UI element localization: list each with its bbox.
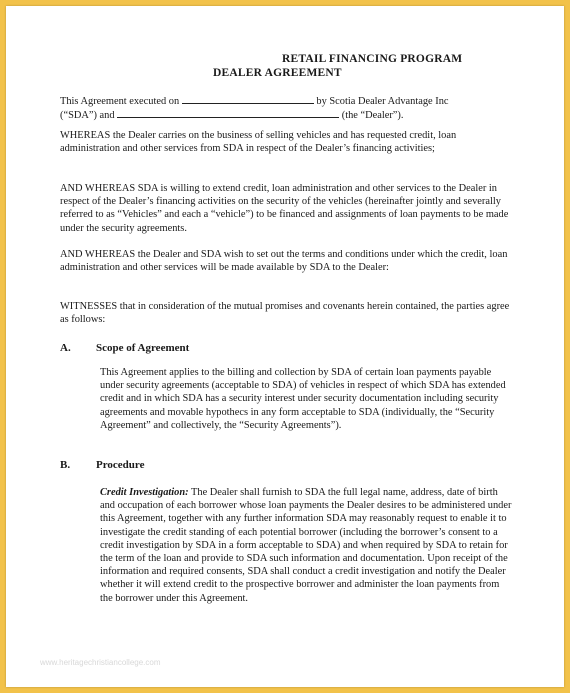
section-a-body: This Agreement applies to the billing and collection by SDA of certain loan payments payable under security agreements (acceptable to SDA) of vehicles in respect of which SDA has extended credit and in which SDA has a security interest under security documentation including security agreements and movable hypothecs in any form acceptable to SDA (individually, the “Security Agreement” and collectively, the “Security Agreements”). [100,367,506,431]
section-a-letter: A. [60,342,71,354]
intro-paragraph [60,94,512,122]
credit-investigation-text: The Dealer shall furnish to SDA the full legal name, address, date of birth and occupation of each borrower whose loan payments the Dealer desires to be administered under this Agreement, together with any further information SDA may reasonably request to enable it to investigate the credit standing of each potential borrower (including the borrower’s consent to a credit investigation by SDA in a form acceptable to SDA) and when required by SDA to retain for the term of the loan and provide to SDA such information and documentation. Upon receipt of the information and required consents, SDA shall conduct a credit investigation and notify the Dealer whether it will extend credit to the prospective borrower and administer the loan payments from the borrower under this Agreement. [100,487,512,604]
whereas-paragraph-3: AND WHEREAS the Dealer and SDA wish to set out the terms and conditions under which the credit, loan administration and other services will be made available by SDA to the Dealer: [60,249,508,274]
section-a-title: Scope of Agreement [96,342,190,354]
intro-text-3: (“SDA”) and [60,110,115,122]
whereas-paragraph-2: AND WHEREAS SDA is willing to extend credit, loan administration and other services to the Dealer in respect of the Dealer’s financing activities on the security of the vehicles (hereinafter jointly and severally referred to as “Vehicles” and each a “vehicle”) to be financed and assignments of loan payments to be made under the security agreements. [60,183,509,234]
document-title-line1: RETAIL FINANCING PROGRAM [282,53,463,65]
document-page [6,6,564,687]
section-b-letter: B. [60,459,71,471]
document-title-line2: DEALER AGREEMENT [213,67,342,79]
section-a-heading [60,342,189,354]
intro-text-1: This Agreement executed on [60,96,180,107]
intro-text-4: (the “Dealer”). [341,110,404,122]
watermark-text: www.heritagechristiancollege.com [40,658,161,667]
dealer-name-blank-line[interactable] [117,108,339,118]
section-b-body [100,486,512,605]
date-blank-line[interactable] [182,94,314,104]
witnesses-paragraph: WITNESSES that in consideration of the mutual promises and covenants herein contained, the parties agree as follows: [60,301,510,326]
credit-investigation-heading: Credit Investigation: [100,487,189,498]
intro-text-2: by Scotia Dealer Advantage Inc [316,96,449,107]
whereas-paragraph-1: WHEREAS the Dealer carries on the business of selling vehicles and has requested credit, loan administration and other services from SDA in respect of the Dealer’s financing activities; [60,130,457,155]
section-b-heading [60,459,144,471]
section-b-title: Procedure [96,459,145,471]
